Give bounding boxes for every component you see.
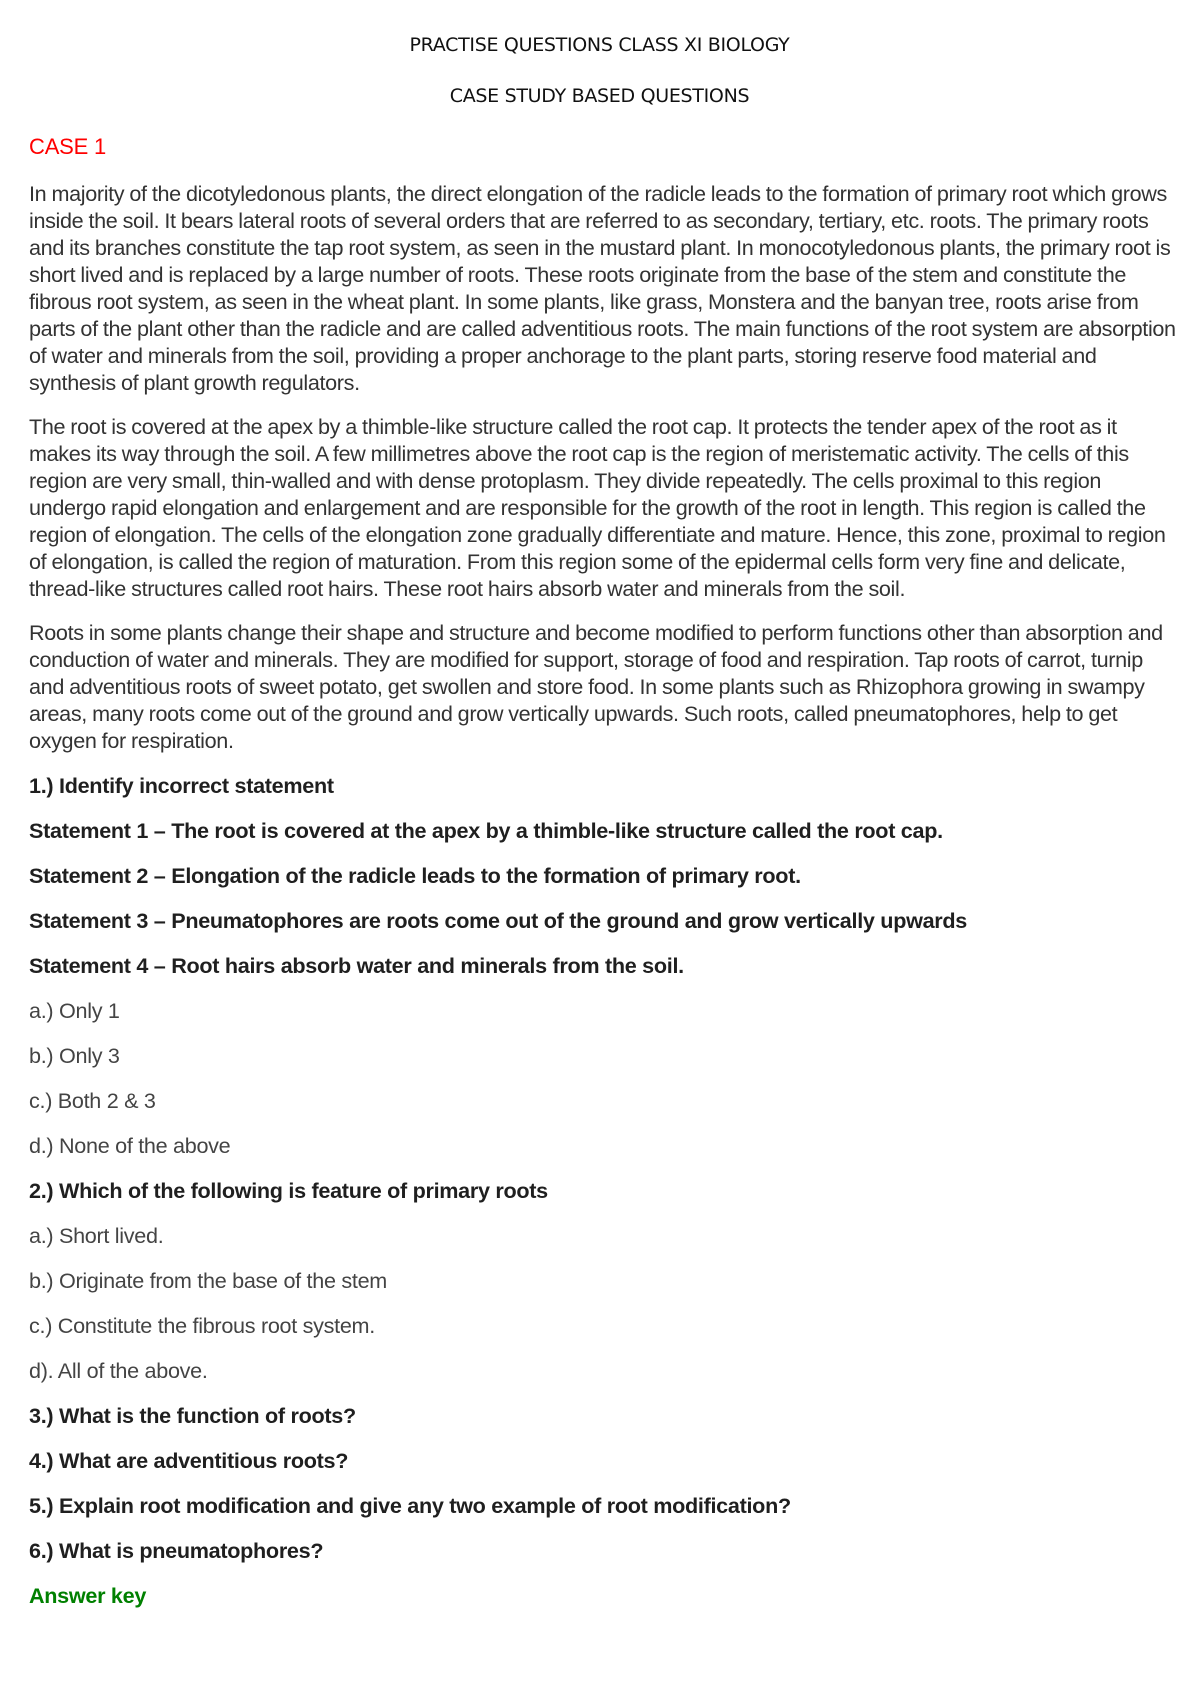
q2-option-d: d). All of the above. [29, 1358, 208, 1383]
case-paragraph-2: The root is covered at the apex by a thimble-like structure called the root cap. It protects the tender apex of the root as it makes its way through the soil. A few millimetres above the root cap is the region of meristematic activity. The cells of this region are very small, thin-walled and with dense protoplasm. They divide repeatedly. The cells proximal to this region undergo rapid elongation and enlargement and are responsible for the growth of the root in length. This region is called the region of elongation. The cells of the elongation zone gradually differentiate and mature. Hence, this zone, proximal to region of elongation, is called the region of maturation. From this region some of the epidermal cells form very fine and delicate, thread-like structures called root hairs. These root hairs absorb water and minerals from the soil. [29, 414, 1166, 601]
statement-3: Statement 3 – Pneumatophores are roots come out of the ground and grow vertically upwards [29, 908, 967, 933]
case-label: CASE 1 [29, 134, 107, 159]
case-paragraph-1: In majority of the dicotyledonous plants, the direct elongation of the radicle leads to the formation of primary root which grows inside the soil. It bears lateral roots of several orders that are referred to as secondary, tertiary, etc. roots. The primary roots and its branches constitute the tap root system, as seen in the mustard plant. In monocotyledonous plants, the primary root is short lived and is replaced by a large number of roots. These roots originate from the base of the stem and constitute the fibrous root system, as seen in the wheat plant. In some plants, like grass, Monstera and the banyan tree, roots arise from parts of the plant other than the radicle and are called adventitious roots. The main functions of the root system are absorption of water and minerals from the soil, providing a proper anchorage to the plant parts, storing reserve food material and synthesis of plant growth regulators. [29, 181, 1176, 395]
statement-4: Statement 4 – Root hairs absorb water and minerals from the soil. [29, 953, 684, 978]
question-4: 4.) What are adventitious roots? [29, 1448, 349, 1473]
document-subtitle: CASE STUDY BASED QUESTIONS [449, 85, 750, 107]
question-1: 1.) Identify incorrect statement [29, 773, 334, 798]
statement-1: Statement 1 – The root is covered at the apex by a thimble-like structure called the root cap. [29, 818, 943, 843]
q2-option-a: a.) Short lived. [29, 1223, 164, 1248]
statement-2: Statement 2 – Elongation of the radicle leads to the formation of primary root. [29, 863, 801, 888]
q2-option-c: c.) Constitute the fibrous root system. [29, 1313, 375, 1338]
question-2: 2.) Which of the following is feature of primary roots [29, 1178, 548, 1203]
q1-option-a: a.) Only 1 [29, 998, 120, 1023]
question-3: 3.) What is the function of roots? [29, 1403, 356, 1428]
q2-option-b: b.) Originate from the base of the stem [29, 1268, 387, 1293]
case-paragraph-3: Roots in some plants change their shape and structure and become modified to perform functions other than absorption and conduction of water and minerals. They are modified for support, storage of food and respiration. Tap roots of carrot, turnip and adventitious roots of sweet potato, get swollen and store food. In some plants such as Rhizophora growing in swampy areas, many roots come out of the ground and grow vertically upwards. Such roots, called pneumatophores, help to get oxygen for respiration. [29, 620, 1163, 753]
document-title: PRACTISE QUESTIONS CLASS XI BIOLOGY [409, 34, 790, 56]
q1-option-d: d.) None of the above [29, 1133, 231, 1158]
q1-option-b: b.) Only 3 [29, 1043, 120, 1068]
answer-key-heading: Answer key [29, 1583, 147, 1608]
q1-option-c: c.) Both 2 & 3 [29, 1088, 156, 1113]
question-6: 6.) What is pneumatophores? [29, 1538, 324, 1563]
question-5: 5.) Explain root modification and give any two example of root modification? [29, 1493, 791, 1518]
